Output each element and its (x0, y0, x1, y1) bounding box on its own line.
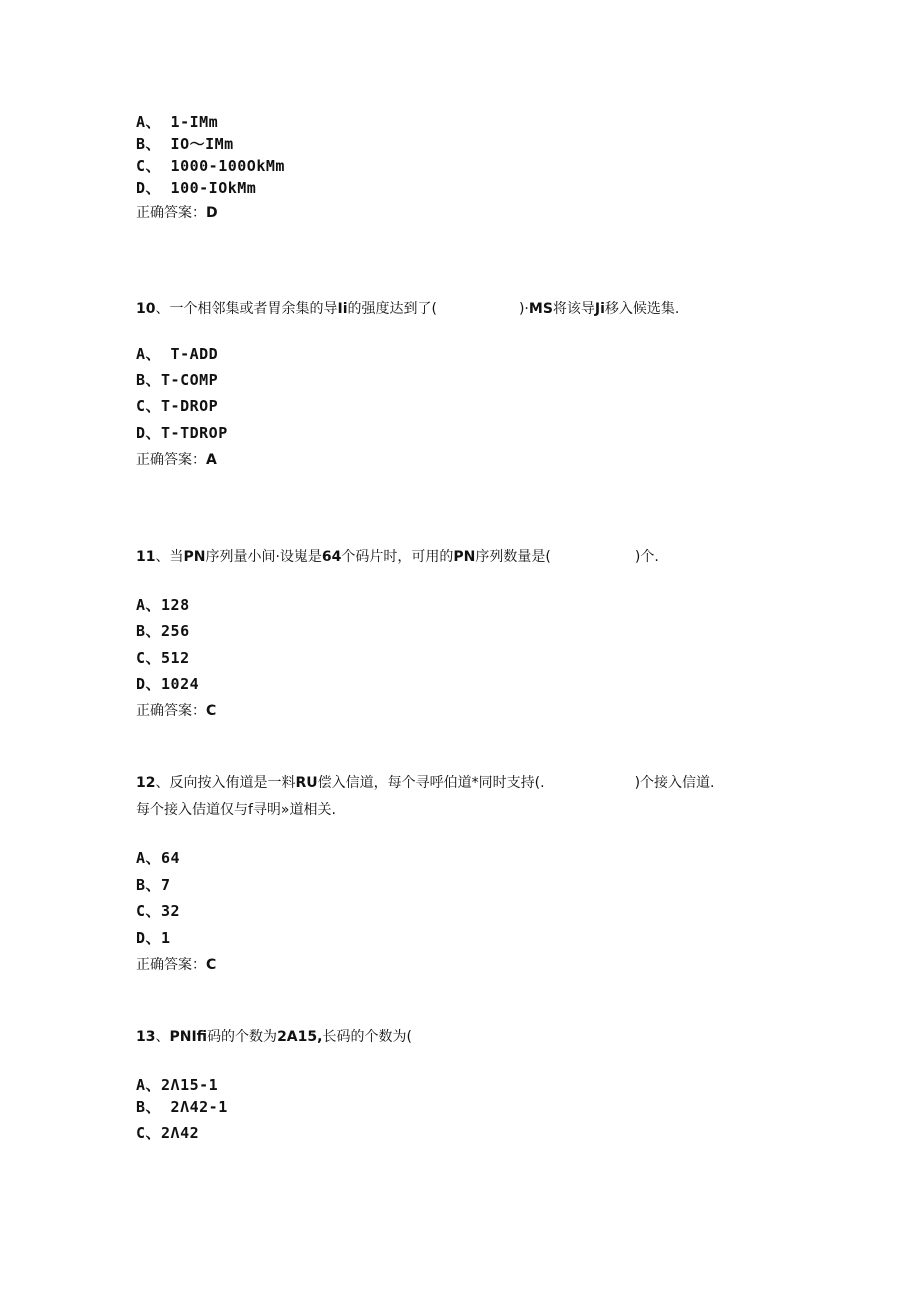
q9-option-a: A、 1-IMm (136, 113, 219, 131)
q12-text-3: )个接入信道. (634, 775, 715, 791)
q13-option-b: B、 2Λ42-1 (136, 1098, 228, 1116)
q10-answer-value: A (206, 452, 217, 468)
q11-text-3: 个码片时，可用的 (341, 549, 454, 565)
q12-answer (136, 958, 216, 972)
q9-option-b: B、 IO～IMm (136, 135, 234, 153)
q13-bold-2: 2A15, (277, 1029, 323, 1045)
q10-stem (136, 302, 679, 316)
q12-text-1: 、反向按入侑道是一料 (155, 775, 296, 791)
q11-text-4: 序列数量是( (475, 549, 551, 565)
q9-answer-value: D (206, 205, 218, 221)
q11-number: 11 (136, 549, 156, 565)
q11-text-1: 、当 (155, 549, 184, 565)
q11-option-a: A、128 (136, 596, 190, 614)
q10-answer (136, 453, 217, 467)
q13-bold-1: PNIfi (169, 1029, 208, 1045)
q12-number: 12 (136, 775, 156, 791)
q10-option-a: A、 T-ADD (136, 345, 219, 363)
q12-answer-value: C (206, 957, 217, 973)
q12-stem-line-1 (136, 776, 714, 790)
q12-option-c: C、32 (136, 902, 181, 920)
q10-text-mid-2: 将该导 (552, 301, 595, 317)
q10-option-c: C、T-DROP (136, 397, 219, 415)
q13-text-1: 、 (155, 1029, 170, 1045)
q11-option-b: B、256 (136, 622, 190, 640)
q11-answer-label: 正确答案： (136, 703, 206, 719)
q9-option-c: C、 1000-100OkMm (136, 157, 285, 175)
q12-answer-label: 正确答案： (136, 957, 206, 973)
q11-text-2: 序列量小间·设嵬是 (205, 549, 322, 565)
q10-option-d: D、T-TDROP (136, 424, 228, 442)
q11-bold-3: PN (453, 549, 476, 565)
q11-text-5: )个. (634, 549, 659, 565)
q10-text-mid: 的强度达到了( (347, 301, 437, 317)
q10-number: 10 (136, 301, 156, 317)
q11-bold-2: 64 (321, 549, 342, 565)
q10-text-end: 移入候选集. (604, 301, 680, 317)
q9-answer (136, 206, 218, 220)
q10-answer-label: 正确答案： (136, 452, 206, 468)
q9-answer-label: 正确答案： (136, 205, 206, 221)
q11-answer (136, 704, 216, 718)
q13-stem (136, 1030, 412, 1044)
q13-option-a: A、2Λ15-1 (136, 1076, 219, 1094)
q12-option-b: B、7 (136, 876, 171, 894)
q10-bold-2: MS (528, 301, 553, 317)
q11-option-d: D、1024 (136, 675, 200, 693)
q10-text-after-gap: )· (518, 301, 529, 317)
q12-option-d: D、1 (136, 929, 171, 947)
q11-option-c: C、512 (136, 649, 190, 667)
q12-option-a: A、64 (136, 849, 181, 867)
q11-bold-1: PN (183, 549, 206, 565)
q10-text-before: 、一个相邻集或者胃余集的导 (155, 301, 338, 317)
q10-bold-1: Ii (337, 301, 348, 317)
q11-stem (136, 550, 659, 564)
q13-option-c: C、2Λ42 (136, 1124, 200, 1142)
q10-bold-3: Ji (594, 301, 605, 317)
q12-text-2: 偿入信道，每个寻呼伯道*同时支持(. (317, 775, 545, 791)
q10-option-b: B、T-COMP (136, 371, 219, 389)
q13-number: 13 (136, 1029, 156, 1045)
q13-text-2: 码的个数为 (207, 1029, 278, 1045)
q9-option-d: D、 100-IOkMm (136, 179, 257, 197)
q11-answer-value: C (206, 703, 217, 719)
q13-text-3: 长码的个数为( (322, 1029, 412, 1045)
q12-bold-1: RU (295, 775, 318, 791)
q12-stem-line-2: 每个接入佶道仅与f寻明»道相关. (136, 802, 336, 818)
